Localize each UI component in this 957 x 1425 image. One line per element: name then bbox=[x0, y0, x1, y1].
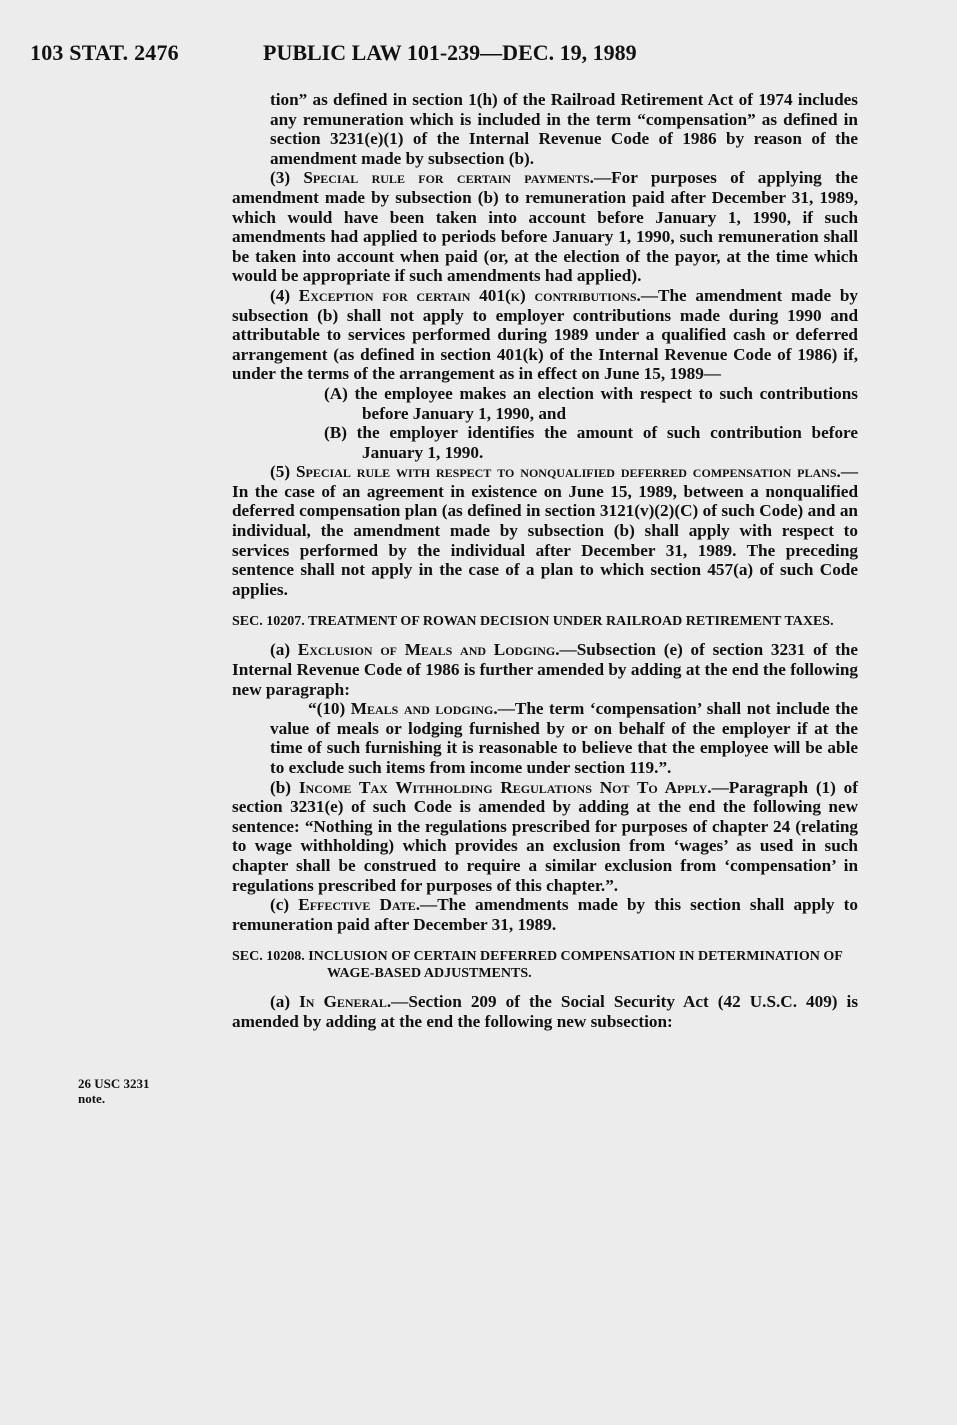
paragraph-10: “(10) Meals and lodging.—The term ‘compensation’ shall not include the value of meals or lodging furnished by or on behalf of the employer if at the time of such furnishing it is reasonable to believe that the employee will be able to exclude such items from income under section 119.”. bbox=[270, 699, 859, 777]
subparagraph-a: (A) the employee makes an election with respect to such contributions before January 1, 1990, and bbox=[324, 383, 858, 423]
paragraph-4: (4) Exception for certain 401(k) contributions.—The amendment made by subsection (b) shall not apply to employer contributions made during 1990 and attributable to services performed during 1989 under a qualified cash or deferred arrangement (as defined in section 401(k) of the Internal Revenue Code of 1986) if, under the terms of the arrangement as in effect on June 15, 1989— bbox=[232, 285, 859, 384]
subsection-a: (a) Exclusion of Meals and Lodging.—Subsection (e) of section 3231 of the Internal Revenue Code of 1986 is further amended by adding at the end the following new paragraph: bbox=[232, 640, 858, 699]
section-heading-10208: SEC. 10208. INCLUSION OF CERTAIN DEFERRED COMPENSATION IN DETERMINATION OF WAGE-BASED ADJUSTMENTS. bbox=[232, 949, 843, 982]
page-reference: 103 STAT. 2476 bbox=[30, 40, 179, 65]
law-title: PUBLIC LAW 101-239—DEC. 19, 1989 bbox=[263, 40, 637, 65]
document-body bbox=[232, 90, 858, 1032]
section-heading-10207: SEC. 10207. TREATMENT OF ROWAN DECISION UNDER RAILROAD RETIREMENT TAXES. bbox=[232, 614, 834, 630]
subsection-general: (a) In General.—Section 209 of the Social Security Act (42 U.S.C. 409) is amended by adding at the end the following new subsection: bbox=[232, 992, 859, 1031]
subparagraph-b: (B) the employer identifies the amount of such contribution before January 1, 1990. bbox=[324, 423, 858, 462]
paragraph-3: (3) Special rule for certain payments.—For purposes of applying the amendment made by subsection (b) to remuneration paid after December 31, 1989, which would have been taken into account before January 1, 1990, if such amendments had applied to periods before January 1, 1990, such remuneration shall be taken into account when paid (or, at the election of the payor, at the time which would be appropriate if such amendments had applied). bbox=[232, 168, 858, 286]
margin-note: 26 USC 3231 note. bbox=[78, 1076, 150, 1106]
subsection-c: (c) Effective Date.—The amendments made by this section shall apply to remuneration paid after December 31, 1989. bbox=[232, 895, 858, 934]
subsection-b: (b) Income Tax Withholding Regulations Not To Apply.—Paragraph (1) of section 3231(e) of such Code is amended by adding at the end the following new sentence: “Nothing in the regulations prescribed for purposes of chapter 24 (relating to wage withholding) which provides an exclusion from ‘wages’ as used in such chapter shall be construed to require a similar exclusion from ‘compensation’ in regulations prescribed for purposes of this chapter.”. bbox=[232, 777, 859, 895]
paragraph-continuation: tion” as defined in section 1(h) of the Railroad Retirement Act of 1974 includes any remuneration which is included in the term “compensation” as defined in section 3231(e)(1) of the Internal Revenue Code of 1986 by reason of the amendment made by subsection (b). bbox=[270, 90, 858, 168]
paragraph-5: (5) Special rule with respect to nonqualified deferred compensation plans.—In the case of an agreement in existence on June 15, 1989, between a nonqualified deferred compensation plan (as defined in section 3121(v)(2)(C) of such Code) and an individual, the amendment made by subsection (b) shall apply with respect to services performed by the individual after December 31, 1989. The preceding sentence shall not apply in the case of a plan to which section 457(a) of such Code applies. bbox=[232, 462, 859, 599]
